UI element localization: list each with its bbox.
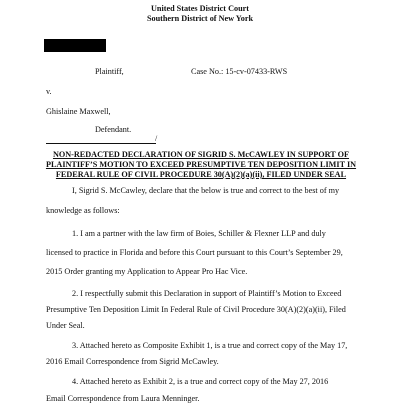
defendant-name: Ghislaine Maxwell,: [46, 107, 111, 116]
document-title: [40, 150, 362, 180]
court-district: Southern District of New York: [146, 13, 254, 23]
title-line: NON-REDACTED DECLARATION OF SIGRID S. McCAWLEY IN SUPPORT OF: [52, 150, 350, 159]
paragraph-line: 2. I respectfully submit this Declaration in support of Plaintiff’s Motion to Exceed: [72, 288, 342, 298]
paragraph-line: 3. Attached hereto as Composite Exhibit 1, is a true and correct copy of the May 17,: [72, 341, 348, 351]
intro-line: knowledge as follows:: [46, 206, 120, 215]
defendant-label: Defendant.: [95, 125, 132, 134]
paragraph-line: 2015 Order granting my Application to Appear Pro Hac Vice.: [46, 267, 248, 276]
paragraph-line: Email Correspondence from Laura Menninger.: [46, 393, 200, 403]
paragraph-line: 2016 Email Correspondence from Sigrid McCawley.: [46, 357, 219, 367]
paragraph-line: 4. Attached hereto as Exhibit 2, is a true and correct copy of the May 27, 2016: [72, 377, 329, 387]
court-header: [0, 4, 400, 23]
title-line: PLAINTIFF’S MOTION TO EXCEED PRESUMPTIVE TEN DEPOSITION LIMIT IN: [45, 160, 357, 169]
court-name: United States District Court: [150, 4, 249, 13]
case-number: Case No.: 15-cv-07433-RWS: [191, 67, 288, 76]
paragraph-line: 1. I am a partner with the law firm of Boies, Schiller & Flexner LLP and duly: [72, 229, 326, 238]
intro-line: I, Sigrid S. McCawley, declare that the below is true and correct to the best of my: [72, 186, 340, 195]
caption-slash: /: [155, 134, 158, 143]
paragraph-line: licensed to practice in Florida and before this Court pursuant to this Court’s September 29,: [46, 248, 343, 257]
paragraph-line: Presumptive Ten Deposition Limit In Federal Rule of Civil Procedure 30(A)(2)(a)(ii), Filed: [46, 304, 346, 314]
title-line: FEDERAL RULE OF CIVIL PROCEDURE 30(A)(2)(a)(ii), FILED UNDER SEAL: [55, 170, 347, 179]
paragraph-line: Under Seal.: [46, 321, 85, 331]
versus-label: v.: [46, 87, 52, 96]
redaction-bar: [44, 39, 106, 52]
caption-rule: [46, 143, 156, 144]
plaintiff-label: Plaintiff,: [95, 67, 124, 76]
